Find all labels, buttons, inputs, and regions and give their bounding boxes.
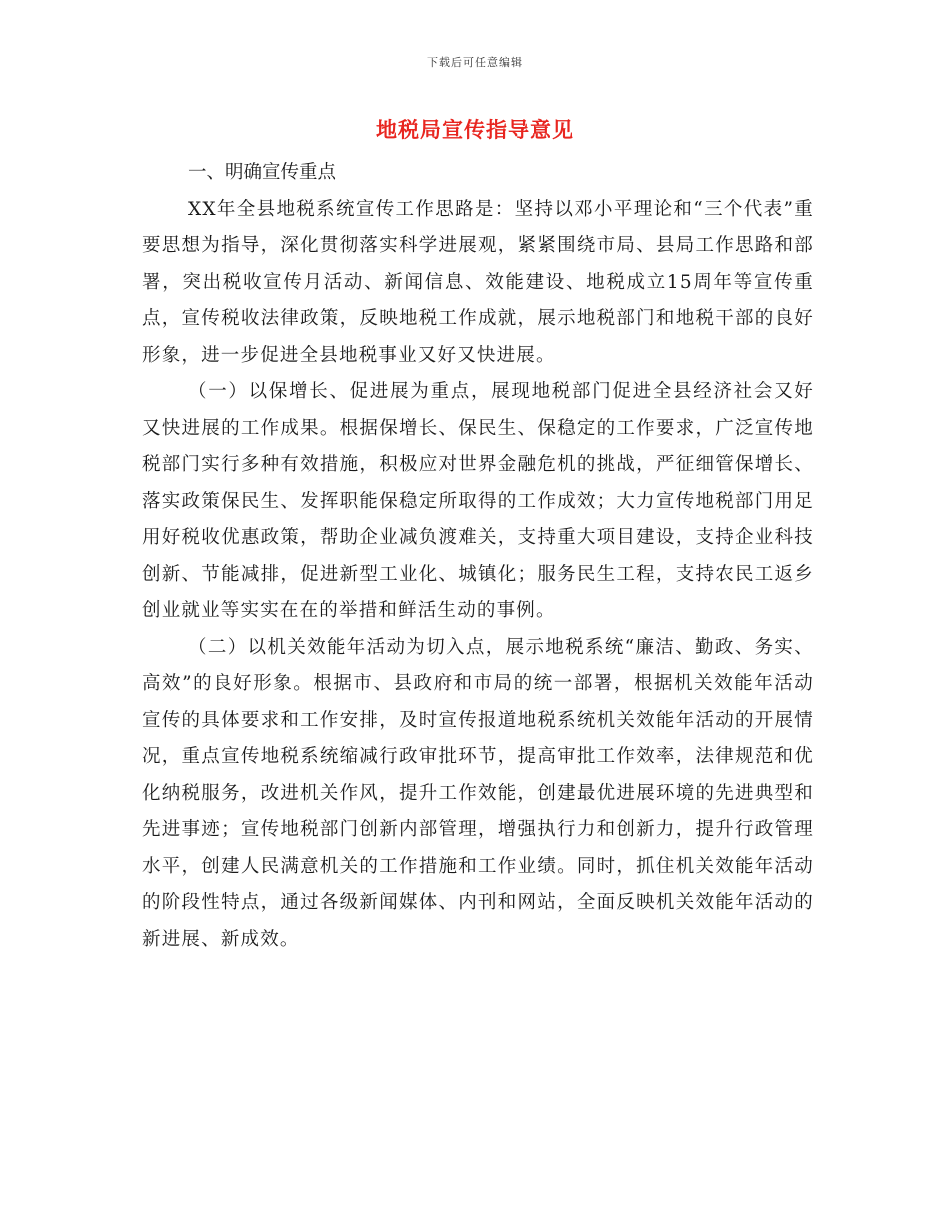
header-note: 下载后可任意编辑: [427, 56, 523, 69]
paragraph-overview: XX年全县地税系统宣传工作思路是：坚持以邓小平理论和“三个代表”重要思想为指导，深化贯彻落实科学进展观，紧紧围绕市局、县局工作思路和部署，突出税收宣传月活动、新闻信息、效能建设、地税成立15周年等宣传重点，宣传税收法律政策，反映地税工作成就，展示地税部门和地税干部的良好形象，进一步促进全县地税事业又好又快进展。: [142, 198, 814, 366]
document-title: 地税局宣传指导意见: [376, 117, 574, 142]
paragraph-item-1: （一）以保增长、促进展为重点，展现地税部门促进全县经济社会又好又快进展的工作成果。根据保增长、保民生、保稳定的工作要求，广泛宣传地税部门实行多种有效措施，积极应对世界金融危机的挑战，严征细管保增长、落实政策保民生、发挥职能保稳定所取得的工作成效；大力宣传地税部门用足用好税收优惠政策，帮助企业减负渡难关，支持重大项目建设，支持企业科技创新、节能减排，促进新型工业化、城镇化；服务民生工程，支持农民工返乡创业就业等实实在在的举措和鲜活生动的事例。: [142, 381, 814, 621]
section-heading: 一、明确宣传重点: [188, 162, 337, 183]
document-body: [142, 155, 814, 958]
paragraph-item-2: （二）以机关效能年活动为切入点，展示地税系统“廉洁、勤政、务实、高效”的良好形象。根据市、县政府和市局的统一部署，根据机关效能年活动宣传的具体要求和工作安排，及时宣传报道地税系统机关效能年活动的开展情况，重点宣传地税系统缩减行政审批环节，提高审批工作效率，法律规范和优化纳税服务，改进机关作风，提升工作效能，创建最优进展环境的先进典型和先进事迹；宣传地税部门创新内部管理，增强执行力和创新力，提升行政管理水平，创建人民满意机关的工作措施和工作业绩。同时，抓住机关效能年活动的阶段性特点，通过各级新闻媒体、内刊和网站，全面反映机关效能年活动的新进展、新成效。: [142, 636, 814, 950]
